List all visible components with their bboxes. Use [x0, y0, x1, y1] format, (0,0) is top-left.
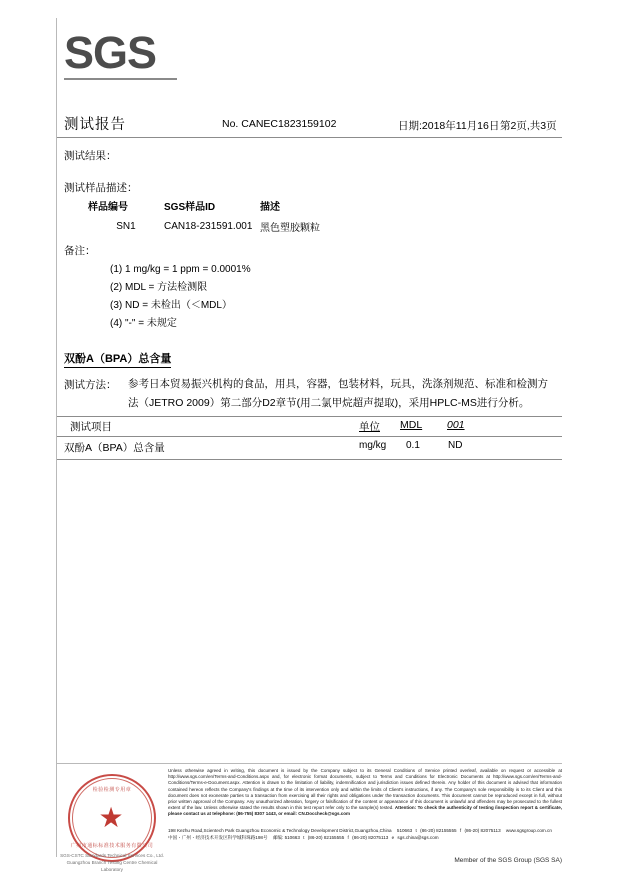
- test-method-label: 测试方法：: [64, 379, 117, 391]
- footer-postcode-en: 510663: [396, 828, 413, 833]
- footer-address-cn: 中国・广州・经济技术开发区科学城科珠路198号: [168, 835, 268, 840]
- footer-sep: t: [301, 835, 306, 840]
- star-icon: ★: [98, 802, 124, 833]
- result-table-row: [56, 440, 562, 456]
- report-number: No. CANEC1823159102: [222, 118, 337, 130]
- footer-sep: f: [458, 828, 463, 833]
- remark-notes: [110, 261, 251, 333]
- footer-sep: f: [346, 835, 351, 840]
- footer-tel-cn: (86-20) 82155555: [307, 835, 345, 840]
- result-table-header: [56, 419, 562, 435]
- remark-label: 备注：: [64, 245, 96, 257]
- seal-top-text: 检验检测专用章: [92, 787, 132, 793]
- note-item: (3) ND = 未检出（＜MDL）: [110, 300, 232, 311]
- column-header-mdl: MDL: [400, 419, 423, 431]
- cell-sgs-id: CAN18-231591.001: [164, 221, 253, 232]
- seal-label-line1: SGS-CSTC Standards Technical Services Co., Ltd.: [60, 853, 164, 858]
- footer-sep: t: [414, 828, 419, 833]
- cell-test-item: 双酚A（BPA）总含量: [64, 442, 165, 454]
- footer-member-text: Member of the SGS Group (SGS SA): [454, 857, 562, 864]
- footer-tel-en: (86-20) 82155555: [420, 828, 457, 833]
- column-header-unit: 单位: [359, 421, 380, 433]
- sgs-logo-underline: [64, 78, 177, 80]
- table-header-row: [88, 198, 400, 219]
- footer-attention-text: Attention: To check the authenticity of testing /inspection report & certificate, please contact us at telephone: (86-755) 8307 1443, or email: CN.Doccheck@sgs.com: [168, 805, 563, 817]
- note-item: (4) "-" = 未规定: [110, 318, 177, 329]
- cell-mdl: 0.1: [406, 440, 420, 451]
- column-header-sample-001: 001: [447, 419, 465, 431]
- footer-disclaimer: [168, 768, 562, 818]
- seal-bottom-text: 广州市通标标准技术服务有限公司: [70, 843, 154, 849]
- left-margin-rule: [56, 18, 57, 857]
- column-header-description: 描述: [260, 202, 280, 213]
- footer-address-en: 198 Kezhu Road,Scientech Park Guangzhou Economic & Technology Development District,Guangzhou,China: [168, 828, 392, 833]
- footer-postcode-cn: 邮编: 510663: [272, 835, 300, 840]
- results-label: 测试结果：: [64, 150, 117, 162]
- footer-fax-en: (86-20) 82075113: [464, 828, 501, 833]
- footer-contact-cn: [168, 834, 562, 841]
- sgs-logo: [64, 27, 182, 80]
- footer-contact-en: [168, 827, 562, 834]
- test-method-text: 参考日本贸易振兴机构的食品，用具，容器，包装材料，玩具，洗涤剂规范、标准和检测方法（JETRO 2009）第二部分D2章节(用二氯甲烷超声提取)，采用HPLC-MS进行分析。: [128, 378, 548, 409]
- footer-disclaimer-text: Unless otherwise agreed in writing, this document is issued by the Company subject to its General Conditions of Service printed overleaf, available on request or accessible at http://www.sgs.com/en/Terms-and-Conditions.aspx and, for electronic format documents, subject to Terms and Conditions for Electronic Documents at http://www.sgs.com/en/Terms-and-Conditions/Terms-e-Document.aspx. Attention is drawn to the limitation of liability, indemnification and jurisdiction issues defined therein. Any holder of this document is advised that information contained hereon reflects the Company's findings at the time of its intervention only and within the limits of Client's instructions, if any. The Company's sole responsibility is to its Client and this document does not exonerate parties to a transaction from exercising all their rights and obligations under the transaction documents. This document cannot be reproduced except in full, without prior written approval of the Company. Any unauthorized alteration, forgery or falsification of the content or appearance of this document is unlawful and offenders may be prosecuted to the fullest extent of the law. Unless otherwise stated the results shown in this test report refer only to the sample(s) tested.: [168, 768, 562, 811]
- cell-sample-no: SN1: [116, 221, 136, 232]
- footer-contact: [168, 827, 562, 841]
- section-title-bpa: 双酚A（BPA）总含量: [64, 350, 171, 368]
- note-item: (1) 1 mg/kg = 1 ppm = 0.0001%: [110, 264, 251, 275]
- sample-description-label: 测试样品描述：: [64, 182, 138, 194]
- footer-email-cn: sgs.china@sgs.com: [397, 835, 439, 840]
- column-header-sample-no: 样品编号: [88, 202, 128, 213]
- seal-label-line2: Guangzhou Branch Testing Centre Chemical Laboratory: [66, 860, 158, 872]
- footer-divider: [57, 763, 562, 764]
- company-seal-stamp: [60, 768, 164, 872]
- page-title: 测试报告: [64, 117, 126, 133]
- page-indicator: 第2页,共3页: [500, 120, 557, 132]
- result-table-top-rule: [57, 416, 562, 417]
- sample-table: [88, 198, 400, 234]
- report-date: 日期:2018年11月16日: [398, 120, 500, 132]
- cell-description: 黑色塑胶颗粒: [260, 223, 320, 234]
- cell-result: ND: [448, 440, 463, 451]
- footer-sep: e: [390, 835, 396, 840]
- table-row: [88, 219, 400, 234]
- result-table-bottom-rule: [57, 459, 562, 460]
- sgs-logo-text: SGS: [64, 27, 157, 78]
- seal-label: [56, 852, 168, 873]
- result-table-header-rule: [57, 436, 562, 437]
- footer-web-en: www.sgsgroup.com.cn: [505, 828, 552, 833]
- footer-fax-cn: (86-20) 82075113: [352, 835, 389, 840]
- note-item: (2) MDL = 方法检测限: [110, 282, 208, 293]
- cell-unit: mg/kg: [359, 440, 387, 451]
- header-divider: [57, 137, 562, 138]
- column-header-test-item: 测试项目: [70, 421, 112, 433]
- column-header-sgs-id: SGS样品ID: [164, 202, 216, 213]
